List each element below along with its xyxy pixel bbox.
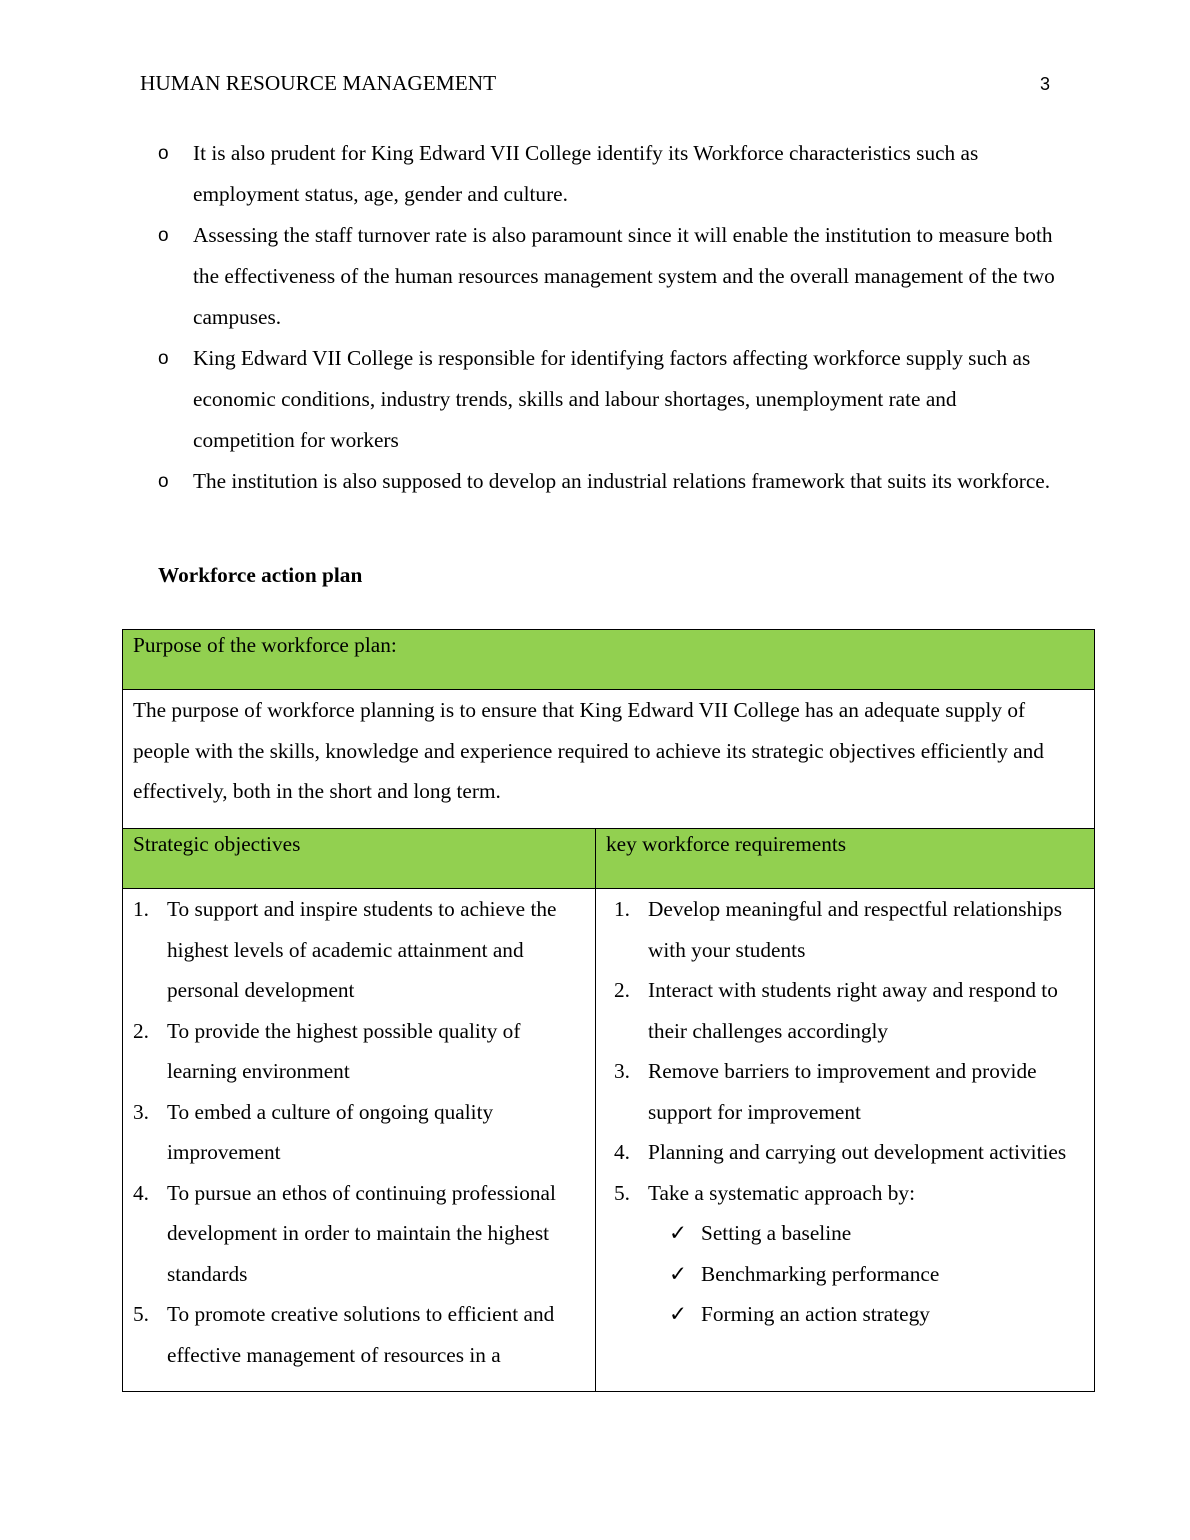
bullet-icon: o: [158, 225, 169, 246]
col1-header-cell: [123, 829, 596, 889]
item-number: 4.: [133, 1180, 149, 1205]
bullet-text: Assessing the staff turnover rate is also paramount since it will enable the institution to measure both the effectiveness of the human resources management system and the overall management of the two campuses.: [193, 223, 1055, 329]
objectives-cell: [123, 889, 596, 1392]
list-item: [604, 1132, 1084, 1173]
item-text: To support and inspire students to achieve the highest levels of academic attainment and personal development: [167, 897, 557, 1002]
purpose-header-cell: [123, 630, 1095, 690]
item-text: To embed a culture of ongoing quality improvement: [167, 1099, 494, 1164]
list-item: [604, 1213, 1084, 1254]
list-item: [158, 338, 1058, 461]
purpose-text: The purpose of workforce planning is to ensure that King Edward VII College has an adequate supply of people with the skills, knowledge and experience required to achieve its strategic objectives efficiently and effectively, both in the short and long term.: [123, 690, 1095, 829]
item-text: Take a systematic approach by:: [648, 1180, 915, 1205]
purpose-header: Purpose of the workforce plan:: [133, 633, 397, 657]
item-text: Setting a baseline: [701, 1221, 852, 1245]
item-text: Benchmarking performance: [701, 1261, 940, 1286]
bullet-list: [158, 133, 1058, 502]
list-item: [604, 1254, 1084, 1295]
item-text: To promote creative solutions to efficient and effective management of resources in a: [167, 1302, 555, 1367]
col2-header-cell: [596, 829, 1095, 889]
item-text: Remove barriers to improvement and provide support for improvement: [648, 1059, 1037, 1124]
objectives-list: [123, 889, 585, 1375]
item-text: To provide the highest possible quality of learning environment: [167, 1018, 521, 1083]
bullet-text: The institution is also supposed to develop an industrial relations framework that suits its workforce.: [193, 469, 1051, 493]
list-item: [123, 1173, 585, 1295]
item-text: To pursue an ethos of continuing professional development in order to maintain the highest standards: [167, 1180, 556, 1286]
list-item: [604, 1294, 1084, 1335]
item-number: 3.: [614, 1059, 630, 1083]
bullet-icon: o: [158, 348, 169, 369]
list-item: [158, 461, 1058, 502]
item-number: 3.: [133, 1099, 149, 1124]
bullet-text: King Edward VII College is responsible for identifying factors affecting workforce supply such as economic conditions, industry trends, skills and labour shortages, unemployment rate and competition for workers: [193, 346, 1031, 452]
item-text: Planning and carrying out development activities: [648, 1140, 1067, 1164]
list-item: [604, 1173, 1084, 1214]
checklist: [604, 1213, 1084, 1335]
item-number: 1.: [133, 897, 149, 921]
list-item: [123, 1011, 585, 1092]
list-item: [158, 215, 1058, 338]
item-text: Develop meaningful and respectful relationships with your students: [648, 897, 1062, 962]
bullet-icon: o: [158, 471, 169, 492]
bullet-text: It is also prudent for King Edward VII College identify its Workforce characteristics such as employment status, age, gender and culture.: [193, 141, 979, 206]
checkmark-icon: ✓: [669, 1261, 687, 1286]
page-number: 3: [1040, 74, 1051, 94]
item-number: 2.: [133, 1018, 149, 1043]
list-item: [604, 889, 1084, 970]
list-item: [123, 1092, 585, 1173]
list-item: [604, 970, 1084, 1051]
item-text: Interact with students right away and respond to their challenges accordingly: [648, 978, 1058, 1043]
list-item: [123, 1294, 585, 1375]
bullet-icon: o: [158, 143, 169, 164]
item-number: 5.: [614, 1180, 630, 1205]
requirements-list: [604, 889, 1084, 1213]
list-item: [123, 889, 585, 1011]
checkmark-icon: ✓: [669, 1302, 687, 1326]
running-header: HUMAN RESOURCE MANAGEMENT: [140, 71, 497, 95]
list-item: [158, 133, 1058, 215]
list-item: [604, 1051, 1084, 1132]
workforce-plan-table: [122, 629, 1095, 1392]
item-number: 1.: [614, 897, 630, 921]
item-number: 5.: [133, 1302, 149, 1326]
item-number: 4.: [614, 1140, 630, 1164]
checkmark-icon: ✓: [669, 1221, 687, 1245]
requirements-cell: [596, 889, 1095, 1392]
col1-header: Strategic objectives: [133, 832, 301, 856]
item-text: Forming an action strategy: [701, 1302, 930, 1326]
col2-header: key workforce requirements: [606, 832, 847, 856]
section-heading: Workforce action plan: [158, 563, 363, 587]
item-number: 2.: [614, 978, 630, 1002]
